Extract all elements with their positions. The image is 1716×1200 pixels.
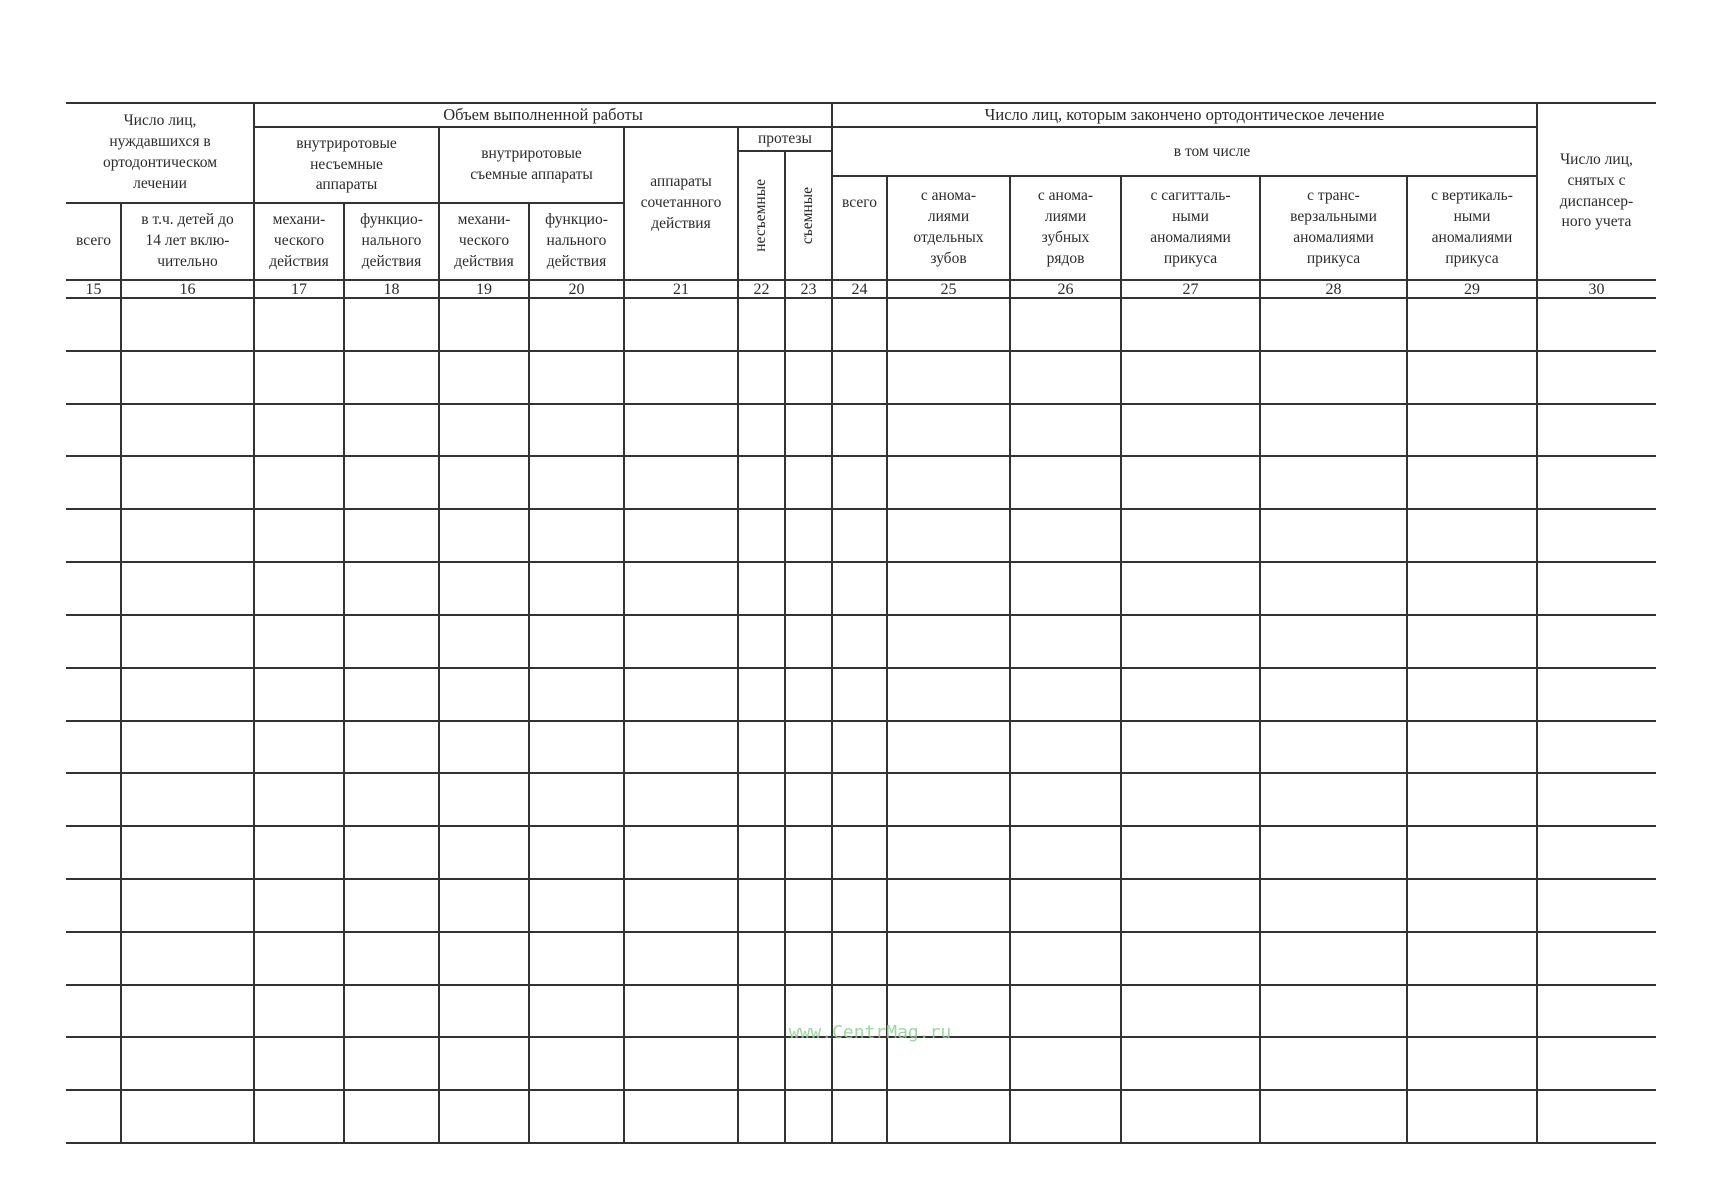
prostheses-fixed-label: несъемные: [752, 179, 770, 252]
table-cell[interactable]: [1123, 987, 1258, 1036]
column-number: 29: [1464, 280, 1480, 298]
table-cell[interactable]: [68, 1092, 119, 1141]
table-cell[interactable]: [123, 1092, 252, 1141]
table-cell[interactable]: [1409, 670, 1535, 719]
table-cell[interactable]: [787, 406, 830, 455]
table-cell[interactable]: [626, 881, 736, 930]
table-cell[interactable]: [346, 828, 437, 877]
column-number: 30: [1588, 280, 1605, 298]
column-number: 22: [753, 280, 770, 298]
table-cell[interactable]: [68, 353, 119, 402]
table-cell[interactable]: [740, 511, 783, 560]
table-cell[interactable]: [1409, 775, 1535, 824]
table-cell[interactable]: [441, 564, 527, 613]
table-cell[interactable]: [787, 828, 830, 877]
table-cell[interactable]: [256, 617, 342, 666]
table-cell[interactable]: [1539, 1092, 1654, 1141]
table-cell[interactable]: [834, 353, 885, 402]
prostheses-removable-label: съемные: [799, 186, 817, 245]
table-cell[interactable]: [68, 881, 119, 930]
header-removable-apparatus: внутриротовые съемные аппараты: [470, 145, 593, 183]
table-cell[interactable]: [68, 1039, 119, 1088]
table-cell[interactable]: [787, 1039, 830, 1088]
table-cell[interactable]: [834, 1092, 885, 1141]
header-anomaly-teeth: с анома- лиями отдельных зубов: [913, 187, 984, 267]
table-cell[interactable]: [123, 617, 252, 666]
table-cell[interactable]: [256, 670, 342, 719]
table-cell[interactable]: [1409, 1039, 1535, 1088]
table-cell[interactable]: [123, 511, 252, 560]
table-cell[interactable]: [1539, 723, 1654, 772]
table-cell[interactable]: [256, 564, 342, 613]
table-cell[interactable]: [531, 617, 622, 666]
table-cell[interactable]: [889, 617, 1008, 666]
table-cell[interactable]: [787, 353, 830, 402]
table-cell[interactable]: [1539, 775, 1654, 824]
table-cell[interactable]: [531, 300, 622, 349]
table-cell[interactable]: [834, 617, 885, 666]
table-cell[interactable]: [123, 775, 252, 824]
table-cell[interactable]: [1012, 881, 1119, 930]
table-cell[interactable]: [346, 934, 437, 983]
table-cell[interactable]: [1262, 564, 1405, 613]
table-cell[interactable]: [68, 987, 119, 1036]
table-cell[interactable]: [787, 511, 830, 560]
table-cell[interactable]: [889, 934, 1008, 983]
table-cell[interactable]: [889, 458, 1008, 507]
table-cell[interactable]: [256, 300, 342, 349]
table-cell[interactable]: [889, 564, 1008, 613]
table-cell[interactable]: [626, 670, 736, 719]
table-cell[interactable]: [1409, 617, 1535, 666]
table-cell[interactable]: [787, 881, 830, 930]
table-cell[interactable]: [346, 511, 437, 560]
table-cell[interactable]: [787, 934, 830, 983]
table-cell[interactable]: [889, 828, 1008, 877]
column-number: 16: [179, 280, 196, 298]
table-cell[interactable]: [1409, 406, 1535, 455]
column-number: 25: [940, 280, 957, 298]
table-cell[interactable]: [256, 934, 342, 983]
table-cell[interactable]: [441, 1092, 527, 1141]
table-cell[interactable]: [889, 353, 1008, 402]
table-cell[interactable]: [626, 987, 736, 1036]
table-cell[interactable]: [740, 406, 783, 455]
table-cell[interactable]: [626, 564, 736, 613]
table-cell[interactable]: [346, 987, 437, 1036]
table-cell[interactable]: [1262, 511, 1405, 560]
table-cell[interactable]: [123, 934, 252, 983]
header-anomaly-transversal: с транс- верзальными аномалиями прикуса: [1290, 187, 1377, 267]
table-cell[interactable]: [123, 353, 252, 402]
table-cell[interactable]: [346, 1039, 437, 1088]
table-cell[interactable]: [256, 458, 342, 507]
table-cell[interactable]: [68, 300, 119, 349]
table-cell[interactable]: [889, 406, 1008, 455]
header-removable-func: функцио- нального действия: [545, 211, 608, 270]
table-cell[interactable]: [1262, 934, 1405, 983]
table-cell[interactable]: [889, 511, 1008, 560]
column-number: 20: [568, 280, 585, 298]
header-including: в том числе: [1173, 142, 1251, 160]
table-cell[interactable]: [834, 723, 885, 772]
column-number: 15: [85, 280, 102, 298]
table-cell[interactable]: [1539, 881, 1654, 930]
table-cell[interactable]: [1409, 300, 1535, 349]
table-cell[interactable]: [123, 987, 252, 1036]
table-cell[interactable]: [1123, 564, 1258, 613]
table-cell[interactable]: [1409, 458, 1535, 507]
table-cell[interactable]: [1123, 775, 1258, 824]
table-cell[interactable]: [1262, 775, 1405, 824]
table-cell[interactable]: [256, 1039, 342, 1088]
table-cell[interactable]: [1012, 1039, 1119, 1088]
table-cell[interactable]: [1123, 300, 1258, 349]
table-cell[interactable]: [740, 458, 783, 507]
table-cell[interactable]: [626, 353, 736, 402]
header-anomaly-vertical: с вертикаль- ными аномалиями прикуса: [1431, 187, 1513, 267]
table-cell[interactable]: [740, 300, 783, 349]
table-cell[interactable]: [834, 670, 885, 719]
table-cell[interactable]: [1012, 458, 1119, 507]
table-cell[interactable]: [889, 775, 1008, 824]
table-cell[interactable]: [889, 670, 1008, 719]
table-cell[interactable]: [1262, 1092, 1405, 1141]
table-cell[interactable]: [1123, 881, 1258, 930]
table-cell[interactable]: [346, 881, 437, 930]
table-cell[interactable]: [740, 881, 783, 930]
table-cell[interactable]: [626, 723, 736, 772]
table-cell[interactable]: [1262, 300, 1405, 349]
table-cell[interactable]: [889, 1092, 1008, 1141]
table-cell[interactable]: [531, 881, 622, 930]
table-cell[interactable]: [1539, 934, 1654, 983]
table-cell[interactable]: [834, 775, 885, 824]
table-cell[interactable]: [1539, 353, 1654, 402]
table-cell[interactable]: [740, 1039, 783, 1088]
table-cell[interactable]: [1409, 353, 1535, 402]
column-number: 19: [476, 280, 492, 298]
table-cell[interactable]: [68, 564, 119, 613]
table-cell[interactable]: [834, 406, 885, 455]
table-cell[interactable]: [68, 775, 119, 824]
header-anomaly-sagittal: с сагитталь- ными аномалиями прикуса: [1150, 187, 1231, 267]
table-cell[interactable]: [123, 1039, 252, 1088]
table-cell[interactable]: [1539, 617, 1654, 666]
table-cell[interactable]: [1012, 353, 1119, 402]
table-cell[interactable]: [123, 458, 252, 507]
table-cell[interactable]: [1012, 828, 1119, 877]
table-cell[interactable]: [346, 723, 437, 772]
table-cell[interactable]: [68, 511, 119, 560]
column-number: 26: [1057, 280, 1074, 298]
table-cell[interactable]: [889, 300, 1008, 349]
table-cell[interactable]: [346, 1092, 437, 1141]
table-cell[interactable]: [834, 934, 885, 983]
table-cell[interactable]: [531, 775, 622, 824]
table-cell[interactable]: [256, 511, 342, 560]
table-cell[interactable]: [441, 511, 527, 560]
table-cell[interactable]: [1262, 881, 1405, 930]
table-cell[interactable]: [68, 670, 119, 719]
table-cell[interactable]: [1539, 670, 1654, 719]
table-cell[interactable]: [68, 617, 119, 666]
table-cell[interactable]: [740, 828, 783, 877]
column-number: 23: [800, 280, 817, 298]
table-cell[interactable]: [346, 670, 437, 719]
table-cell[interactable]: [441, 300, 527, 349]
table-cell[interactable]: [626, 828, 736, 877]
table-cell[interactable]: [1262, 987, 1405, 1036]
table-cell[interactable]: [1539, 987, 1654, 1036]
watermark: www.CentrMag.ru: [788, 1022, 952, 1043]
table-cell[interactable]: [1123, 617, 1258, 666]
table-cell[interactable]: [740, 670, 783, 719]
column-number: 27: [1182, 280, 1199, 298]
table-cell[interactable]: [740, 775, 783, 824]
table-cell[interactable]: [346, 406, 437, 455]
column-number: 28: [1325, 280, 1342, 298]
table-cell[interactable]: [834, 828, 885, 877]
header-anomaly-rows: с анома- лиями зубных рядов: [1037, 187, 1094, 267]
table-cell[interactable]: [834, 458, 885, 507]
column-number: 18: [383, 280, 400, 298]
table-cell[interactable]: [1262, 458, 1405, 507]
table-cell[interactable]: [531, 1039, 622, 1088]
table-cell[interactable]: [531, 564, 622, 613]
table-cell[interactable]: [1123, 458, 1258, 507]
table-cell[interactable]: [1262, 353, 1405, 402]
table-cell[interactable]: [1262, 1039, 1405, 1088]
header-needed-total: всего: [76, 232, 111, 250]
table-cell[interactable]: [787, 723, 830, 772]
table-cell[interactable]: [1123, 828, 1258, 877]
table-cell[interactable]: [1012, 564, 1119, 613]
table-cell[interactable]: [740, 617, 783, 666]
table-cell[interactable]: [1123, 670, 1258, 719]
table-cell[interactable]: [531, 353, 622, 402]
table-cell[interactable]: [626, 300, 736, 349]
header-fixed-mech: механи- ческого действия: [269, 211, 329, 270]
table-cell[interactable]: [1012, 1092, 1119, 1141]
table-cell[interactable]: [787, 458, 830, 507]
table-cell[interactable]: [441, 723, 527, 772]
table-cell[interactable]: [787, 775, 830, 824]
table-cell[interactable]: [68, 723, 119, 772]
table-cell[interactable]: [1123, 353, 1258, 402]
header-work: Объем выполненной работы: [443, 105, 643, 125]
column-number: 17: [291, 280, 307, 298]
table-cell[interactable]: [1012, 723, 1119, 772]
table-cell[interactable]: [531, 934, 622, 983]
table-cell[interactable]: [531, 1092, 622, 1141]
table-cell[interactable]: [441, 987, 527, 1036]
table-cell[interactable]: [787, 617, 830, 666]
table-cell[interactable]: [626, 775, 736, 824]
table-cell[interactable]: [531, 458, 622, 507]
table-cell[interactable]: [531, 406, 622, 455]
table-cell[interactable]: [787, 670, 830, 719]
table-cell[interactable]: [123, 828, 252, 877]
table-cell[interactable]: [787, 564, 830, 613]
header-combined: аппараты сочетанного действия: [640, 173, 722, 232]
table-cell[interactable]: [1539, 300, 1654, 349]
table-cell[interactable]: [889, 881, 1008, 930]
table-cell[interactable]: [441, 934, 527, 983]
table-cell[interactable]: [256, 775, 342, 824]
table-cell[interactable]: [1123, 406, 1258, 455]
table-cell[interactable]: [123, 723, 252, 772]
header-removed: Число лиц, снятых с диспансер- ного учета: [1559, 150, 1634, 231]
table-cell[interactable]: [1012, 511, 1119, 560]
table-cell[interactable]: [889, 1039, 1008, 1088]
table-cell[interactable]: [740, 564, 783, 613]
table-cell[interactable]: [787, 300, 830, 349]
table-cell[interactable]: [1539, 1039, 1654, 1088]
table-cell[interactable]: [68, 406, 119, 455]
header-fixed-func: функцио- нального действия: [360, 211, 423, 270]
table-cell[interactable]: [1539, 564, 1654, 613]
table-cell[interactable]: [1409, 987, 1535, 1036]
table-cell[interactable]: [256, 723, 342, 772]
table-cell[interactable]: [441, 406, 527, 455]
table-cell[interactable]: [441, 617, 527, 666]
column-number: 24: [851, 280, 868, 298]
table-cell[interactable]: [441, 458, 527, 507]
table-cell[interactable]: [626, 406, 736, 455]
table-cell[interactable]: [1123, 1092, 1258, 1141]
table-cell[interactable]: [68, 828, 119, 877]
table-cell[interactable]: [256, 353, 342, 402]
table-cell[interactable]: [740, 723, 783, 772]
header-completed: Число лиц, которым закончено ортодонтическое лечение: [984, 105, 1385, 125]
table-cell[interactable]: [1262, 406, 1405, 455]
header-completed-total: всего: [842, 194, 877, 212]
table-cell[interactable]: [346, 564, 437, 613]
table-cell[interactable]: [1409, 723, 1535, 772]
table-cell[interactable]: [1262, 617, 1405, 666]
table-cell[interactable]: [256, 828, 342, 877]
table-cell[interactable]: [441, 828, 527, 877]
table-cell[interactable]: [1123, 1039, 1258, 1088]
table-cell[interactable]: [626, 1039, 736, 1088]
table-cell[interactable]: [1409, 828, 1535, 877]
table-cell[interactable]: [1539, 406, 1654, 455]
table-cell[interactable]: [123, 881, 252, 930]
table-cell[interactable]: [626, 458, 736, 507]
table-cell[interactable]: [441, 353, 527, 402]
table-cell[interactable]: [441, 1039, 527, 1088]
table-cell[interactable]: [834, 511, 885, 560]
table-cell[interactable]: [1409, 564, 1535, 613]
table-cell[interactable]: [256, 881, 342, 930]
header-needed: Число лиц, нуждавшихся в ортодонтическом лечении: [102, 112, 218, 192]
table-cell[interactable]: [740, 353, 783, 402]
table-cell[interactable]: [1012, 300, 1119, 349]
table-cell[interactable]: [68, 458, 119, 507]
table-cell[interactable]: [346, 458, 437, 507]
header-prostheses-fixed: [738, 152, 785, 279]
table-cell[interactable]: [1409, 511, 1535, 560]
table-cell[interactable]: [740, 934, 783, 983]
table-cell[interactable]: [1123, 934, 1258, 983]
table-cell[interactable]: [531, 670, 622, 719]
table-cell[interactable]: [441, 670, 527, 719]
table-cell[interactable]: [1123, 511, 1258, 560]
table-cell[interactable]: [740, 1092, 783, 1141]
table-cell[interactable]: [1123, 723, 1258, 772]
table-cell[interactable]: [123, 300, 252, 349]
table-cell[interactable]: [626, 934, 736, 983]
table-cell[interactable]: [531, 723, 622, 772]
table-cell[interactable]: [256, 406, 342, 455]
table-cell[interactable]: [1012, 775, 1119, 824]
table-cell[interactable]: [256, 1092, 342, 1141]
table-cell[interactable]: [1539, 511, 1654, 560]
table-cell[interactable]: [889, 723, 1008, 772]
table-cell[interactable]: [834, 300, 885, 349]
table-cell[interactable]: [626, 617, 736, 666]
table-cell[interactable]: [123, 670, 252, 719]
table-cell[interactable]: [441, 881, 527, 930]
table-cell[interactable]: [531, 828, 622, 877]
table-cell[interactable]: [1409, 934, 1535, 983]
table-cell[interactable]: [1262, 828, 1405, 877]
header-removable-mech: механи- ческого действия: [454, 211, 514, 270]
table-cell[interactable]: [834, 881, 885, 930]
table-cell[interactable]: [787, 1092, 830, 1141]
header-prostheses-removable: [785, 152, 832, 279]
table-cell[interactable]: [1012, 670, 1119, 719]
table-cell[interactable]: [346, 775, 437, 824]
table-cell[interactable]: [1012, 934, 1119, 983]
table-cell[interactable]: [1262, 723, 1405, 772]
table-cell[interactable]: [1409, 1092, 1535, 1141]
table-cell[interactable]: [68, 934, 119, 983]
table-cell[interactable]: [626, 1092, 736, 1141]
header-prostheses: протезы: [758, 130, 812, 148]
table-cell[interactable]: [1539, 458, 1654, 507]
table-cell[interactable]: [834, 1039, 885, 1088]
table-cell[interactable]: [1539, 828, 1654, 877]
table-cell[interactable]: [441, 775, 527, 824]
table-cell[interactable]: [346, 617, 437, 666]
table-cell[interactable]: [1409, 881, 1535, 930]
table-cell[interactable]: [123, 564, 252, 613]
table-cell[interactable]: [1012, 617, 1119, 666]
table-cell[interactable]: [531, 511, 622, 560]
header-needed-children: в т.ч. детей до 14 лет вклю- чительно: [141, 211, 234, 270]
header-fixed-apparatus: внутриротовые несъемные аппараты: [296, 134, 397, 194]
table-cell[interactable]: [256, 987, 342, 1036]
table-cell[interactable]: [1012, 987, 1119, 1036]
table-cell[interactable]: [346, 353, 437, 402]
table-cell[interactable]: [531, 987, 622, 1036]
table-cell[interactable]: [1012, 406, 1119, 455]
table-cell[interactable]: [346, 300, 437, 349]
table-cell[interactable]: [834, 564, 885, 613]
column-number: 21: [673, 280, 689, 298]
table-cell[interactable]: [123, 406, 252, 455]
table-cell[interactable]: [1262, 670, 1405, 719]
table-cell[interactable]: [626, 511, 736, 560]
